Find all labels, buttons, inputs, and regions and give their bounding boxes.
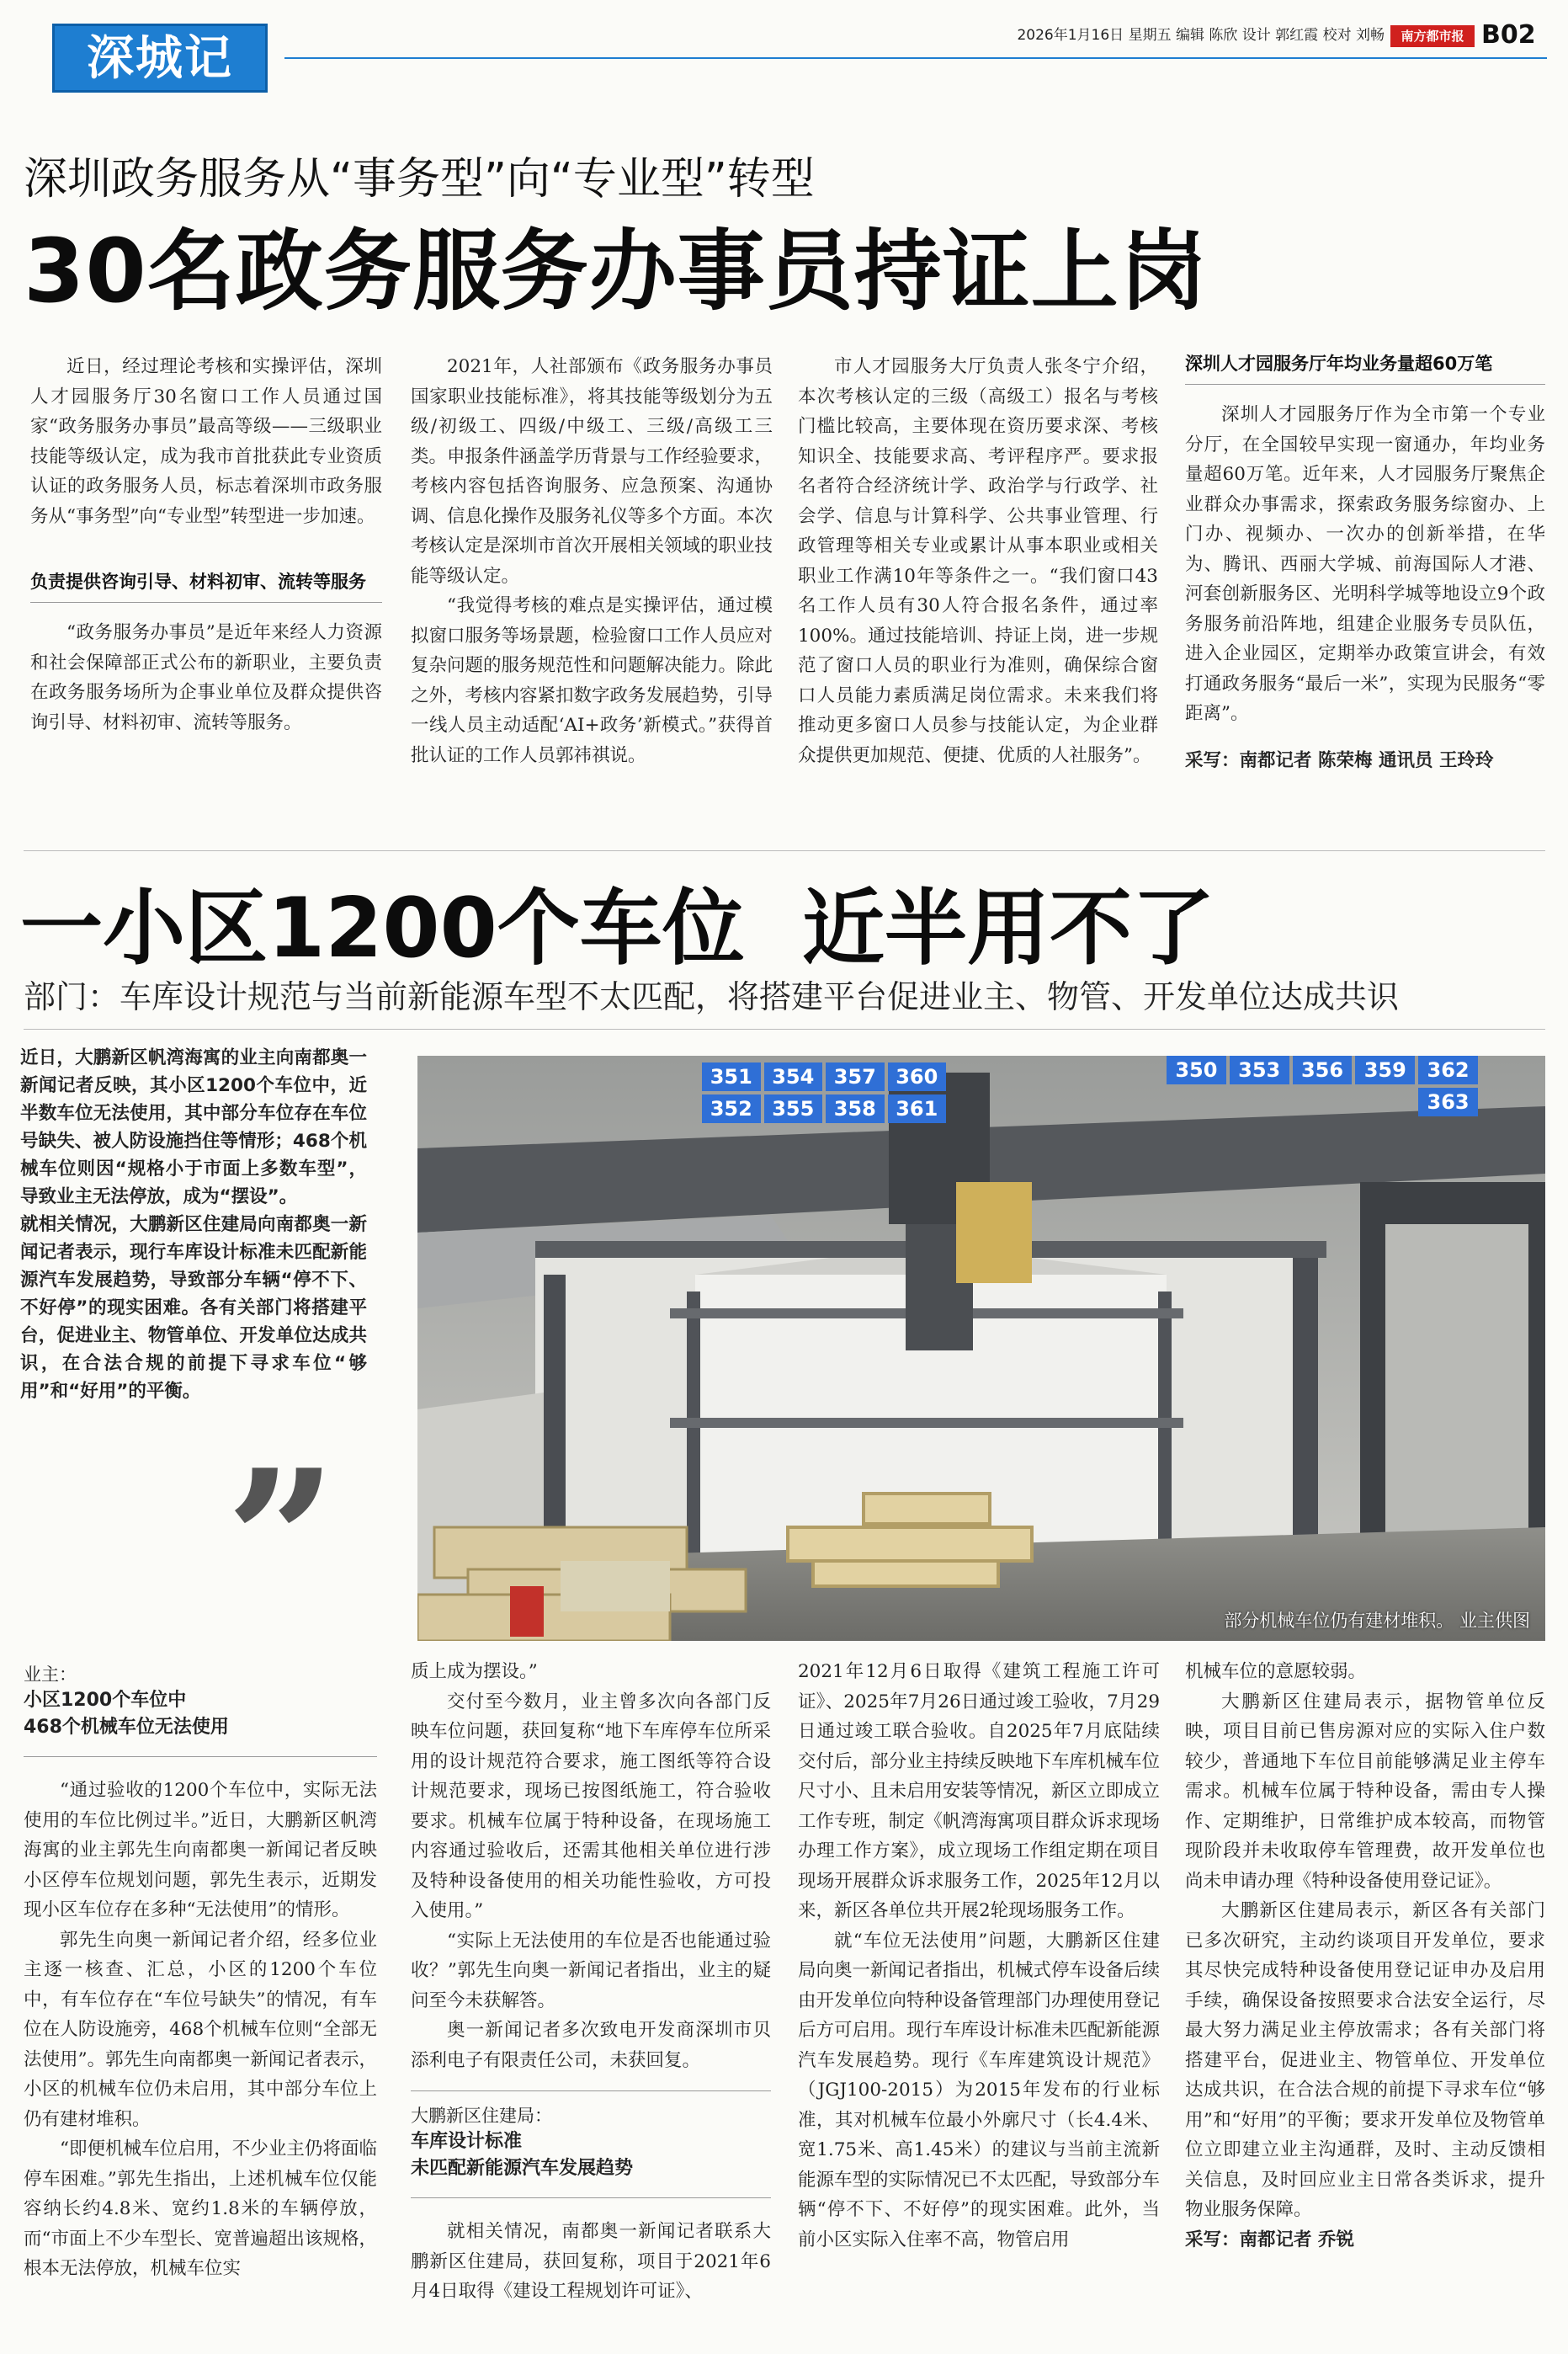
parking-plate: 362 bbox=[1418, 1056, 1478, 1084]
masthead-rule bbox=[284, 57, 1547, 59]
article1-col4-para-1: 深圳人才园服务厅作为全市第一个专业分厅，在全国较早实现一窗通办，年均业务量超60万笔。近年来，人才园服务厅聚焦企业群众办事需求，探索政务服务综窗办、上门办、视频办、一次办的创新举措，在华为、腾讯、西丽大学城、前海国际人才港、河套创新服务区、光明科学城等地设立9个政务服务前沿阵地，组建企业服务专员队伍，进入企业园区，定期举办政策宣讲会，有效打通政务服务“最后一米”，实现为民服务“零距离”。 bbox=[1185, 404, 1545, 724]
article1-col1-para-1: 近日，经过理论考核和实操评估，深圳人才园服务厅30名窗口工作人员通过国家“政务服务办事员”最高等级——三级职业技能等级认定，成为我市首批获此专业资质认证的政务服务人员，标志着深圳市政务服务从“事务型”向“专业型”转型进一步加速。 bbox=[30, 356, 382, 527]
article2-col2-label: 大鹏新区住建局： bbox=[411, 2106, 552, 2126]
article1-col2-para-1: 2021年，人社部颁布《政务服务办事员国家职业技能标准》，将其技能等级划分为五级/初级工、四级/中级工、三级/高级工三类。申报条件涵盖学历背景与工作经验要求，考核内容包括咨询服务、应急预案、沟通协调、信息化操作及服务礼仪等多个方面。本次考核认定是深圳市首次开展相关领域的职业技能等级认定。 bbox=[411, 356, 773, 587]
article2-col1-subhead-2: 468个机械车位无法使用 bbox=[24, 1717, 229, 1738]
parking-plate: 360 bbox=[888, 1062, 947, 1091]
article2-col2-subhead-2: 未匹配新能源汽车发展趋势 bbox=[411, 2158, 634, 2179]
paper-logo-text: 南方都市报 bbox=[1401, 29, 1464, 44]
article2-column-3 bbox=[798, 1657, 1160, 2255]
article1-col3-para-1: 市人才园服务大厅负责人张冬宁介绍，本次考核认定的三级（高级工）报名与考核门槛比较高，主要体现在资历要求深、考核知识全、技能要求高、考评程序严。要求报名者符合经济统计学、政治学与行政学、社会学、信息与计算科学、公共事业管理、行政管理等相关专业或累计从事本职业或相关职业工作满10年等条件之一。“我们窗口43名工作人员有30人符合报名条件，通过率100%。通过技能培训、持证上岗，进一步规范了窗口人员的职业行为准则，确保综合窗口人员能力素质满足岗位需求。未来我们将推动更多窗口人员参与技能认定，为企业群众提供更加规范、便捷、优质的人社服务”。 bbox=[798, 356, 1158, 766]
parking-plates-left bbox=[702, 1062, 946, 1123]
article2-col1-para-1: “通过验收的1200个车位中，实际无法使用的车位比例过半。”近日，大鹏新区帆湾海寓的业主郭先生向南都奥一新闻记者反映小区停车位规划问题，郭先生表示，近期发现小区车位存在多种“无法使用”的情形。 bbox=[24, 1780, 377, 1920]
article1-col4-subhead-rule bbox=[1185, 384, 1545, 385]
article2-col3-para-2: 就“车位无法使用”问题，大鹏新区住建局向奥一新闻记者指出，机械式停车设备后续由开发单位向特种设备管理部门办理使用登记后方可启用。现行车库设计标准未匹配新能源汽车发展趋势。现行《车库建筑设计规范》（JGJ100-2015）为2015年发布的行业标准，其对机械车位最小外廓尺寸（长4.4米、宽1.75米、高1.45米）的建议与当前主流新能源车型的实际情况已不太匹配，导致部分车辆“停不下、不好停”的现实困难。此外，当前小区实际入住率不高，物管启用 bbox=[798, 1930, 1161, 2250]
article2-col3-para-1: 2021年12月6日取得《建筑工程施工许可证》、2025年7月26日通过竣工验收，7月29日通过竣工联合验收。自2025年7月底陆续交付后，部分业主持续反映地下车库机械车位尺寸小、且未启用安装等情况，新区立即成立工作专班，制定《帆湾海寓项目群众诉求现场办理工作方案》，成立现场工作组定期在项目现场开展群众诉求服务工作，2025年12月以来，新区各单位共开展2轮现场服务工作。 bbox=[798, 1661, 1161, 1921]
parking-plate: 358 bbox=[826, 1094, 885, 1123]
article2-col1-para-3: “即便机械车位启用，不少业主仍将面临停车困难。”郭先生指出，上述机械车位仅能容纳长约4.8米、宽约1.8米的车辆停放，而“市面上不少车型长、宽普遍超出该规格，根本无法停放，机械车位实 bbox=[24, 2138, 377, 2279]
article1-column-1 bbox=[30, 352, 382, 738]
article2-col1-para-2: 郭先生向奥一新闻记者介绍，经多位业主逐一核查、汇总，小区的1200个车位中，有车位存在“车位号缺失”的情况，有车位在人防设施旁，468个机械车位则“全部无法使用”。郭先生向南都奥一新闻记者表示，小区的机械车位仍未启用，其中部分车位上仍有建材堆积。 bbox=[24, 1929, 377, 2130]
parking-plate: 357 bbox=[826, 1062, 885, 1091]
article2-col2-label-rule bbox=[411, 2090, 771, 2091]
parking-plate: 351 bbox=[702, 1062, 761, 1091]
parking-plate: 359 bbox=[1355, 1056, 1415, 1084]
article1-col1-subhead-rule bbox=[30, 602, 382, 603]
parking-plate: 354 bbox=[764, 1062, 823, 1091]
masthead-meta: 2026年1月16日 星期五 编辑 陈欣 设计 郭红霞 校对 刘畅 bbox=[1017, 27, 1385, 44]
article1-byline: 采写：南都记者 陈荣梅 通讯员 王玲玲 bbox=[1185, 749, 1494, 771]
article2-byline: 采写：南都记者 乔锐 bbox=[1185, 2229, 1354, 2250]
article1-col2-para-2: “我觉得考核的难点是实操评估，通过模拟窗口服务等场景题，检验窗口工作人员应对复杂问题的服务规范性和问题解决能力。除此之外，考核内容紧扣数字政务发展趋势，引导一线人员主动适配‘AI+政务’新模式。”获得首批认证的工作人员郭祎祺说。 bbox=[411, 595, 773, 766]
article2-deck-rule bbox=[24, 1029, 1545, 1030]
article2-column-4 bbox=[1185, 1657, 1545, 2255]
article2-lead-para-1: 近日，大鹏新区帆湾海寓的业主向南都奥一新闻记者反映，其小区1200个车位中，近半数车位无法使用，其中部分车位存在车位号缺失、被人防设施挡住等情形；468个机械车位则因“规格小于市面上多数车型”，导致业主无法停放，成为“摆设”。 bbox=[20, 1047, 367, 1207]
article2-col2-para-4: 就相关情况，南都奥一新闻记者联系大鹏新区住建局，获回复称，项目于2021年6月4日取得《建设工程规划许可证》、 bbox=[411, 2221, 771, 2302]
parking-photo bbox=[417, 1056, 1545, 1641]
photo-caption: 部分机械车位仍有建材堆积。 业主供图 bbox=[1224, 1611, 1530, 1631]
parking-plate: 356 bbox=[1293, 1056, 1353, 1084]
article2-column-1 bbox=[24, 1662, 377, 2284]
paper-logo bbox=[1390, 25, 1475, 47]
section-title: 深城记 bbox=[87, 31, 233, 86]
article2-lead-para-2: 就相关情况，大鹏新区住建局向南都奥一新闻记者表示，现行车库设计标准未匹配新能源汽车发展趋势，导致部分车辆“停不下、不好停”的现实困难。各有关部门将搭建平台，促进业主、物管单位、开发单位达成共识，在合法合规的前提下寻求车位“够用”和“好用”的平衡。 bbox=[20, 1214, 367, 1402]
article2-col1-subhead-rule bbox=[24, 1756, 377, 1757]
article2-col2-para-2: “实际上无法使用的车位是否也能通过验收？”郭先生向奥一新闻记者指出，业主的疑问至今未获解答。 bbox=[411, 1930, 771, 2011]
article-divider bbox=[24, 850, 1545, 851]
article2-deck: 部门：车库设计规范与当前新能源车型不太匹配，将搭建平台促进业主、物管、开发单位达成共识 bbox=[24, 978, 1400, 1015]
parking-plates-right bbox=[1167, 1056, 1478, 1116]
article1-kicker: 深圳政务服务从“事务型”向“专业型”转型 bbox=[24, 154, 815, 205]
parking-plate: 361 bbox=[888, 1094, 947, 1123]
page-number: B02 bbox=[1481, 20, 1536, 50]
parking-plate: 353 bbox=[1230, 1056, 1289, 1084]
article1-column-3 bbox=[798, 352, 1158, 770]
article2-column-2 bbox=[411, 1657, 771, 2307]
parking-plate: 350 bbox=[1167, 1056, 1226, 1084]
article1-column-2 bbox=[411, 352, 773, 770]
article1-col1-subhead: 负责提供咨询引导、材料初审、流转等服务 bbox=[30, 572, 366, 592]
article2-col4-para-2: 大鹏新区住建局表示，新区各有关部门已多次研究，主动约谈项目开发单位，要求其尽快完成特种设备使用登记证申办及启用手续，确保设备按照要求合法安全运行，尽最大努力满足业主停放需求；各有关部门将搭建平台，促进业主、物管单位、开发单位达成共识，在合法合规的前提下寻求车位“够用”和“好用”的平衡；要求开发单位及物管单位立即建立业主沟通群，及时、主动反馈相关信息，及时回应业主日常各类诉求，提升物业服务保障。 bbox=[1185, 1900, 1545, 2220]
parking-plate: 355 bbox=[764, 1094, 823, 1123]
parking-plate: 363 bbox=[1418, 1088, 1478, 1116]
article2-headline: 一小区1200个车位 近半用不了 bbox=[20, 881, 1215, 977]
article2-col4-para-1: 大鹏新区住建局表示，据物管单位反映，项目目前已售房源对应的实际入住户数较少，普通地下车位目前能够满足业主停车需求。机械车位属于特种设备，需由专人操作、定期维护，日常维护成本较高，而物管现阶段并未收取停车管理费，故开发单位也尚未申请办理《特种设备使用登记证》。 bbox=[1185, 1691, 1545, 1892]
article2-col2-subhead-rule bbox=[411, 2197, 771, 2198]
article1-col1-para-2: “政务服务办事员”是近年来经人力资源和社会保障部正式公布的新职业，主要负责在政务服务场所为企事业单位及群众提供咨询引导、材料初审、流转等服务。 bbox=[30, 622, 382, 733]
parking-plate: 352 bbox=[702, 1094, 761, 1123]
article1-col4-subhead: 深圳人才园服务厅年均业务量超60万笔 bbox=[1185, 354, 1493, 374]
article1-column-4 bbox=[1185, 352, 1545, 775]
parking-garage-illustration bbox=[417, 1056, 1545, 1641]
article2-col2-para-3: 奥一新闻记者多次致电开发商深圳市贝添利电子有限责任公司，未获回复。 bbox=[411, 2020, 771, 2071]
article2-lead bbox=[20, 1044, 367, 1405]
article2-col2-subhead-1: 车库设计标准 bbox=[411, 2131, 523, 2152]
article1-headline: 30名政务服务办事员持证上岗 bbox=[24, 220, 1208, 322]
section-badge bbox=[52, 24, 268, 93]
article2-col1-label: 业主： bbox=[24, 1664, 77, 1685]
quote-mark-icon: ” bbox=[226, 1428, 338, 1655]
article2-col2-para-0: 质上成为摆设。” bbox=[411, 1661, 538, 1682]
article2-col2-para-1: 交付至今数月，业主曾多次向各部门反映车位问题，获回复称“地下车库停车位所采用的设计规范符合要求，施工图纸等符合设计规范要求，现场已按图纸施工，符合验收要求。机械车位属于特种设备，在现场施工内容通过验收后，还需其他相关单位进行涉及特种设备使用的相关功能性验收，方可投入使用。” bbox=[411, 1691, 771, 1921]
article2-col1-subhead-1: 小区1200个车位中 bbox=[24, 1690, 187, 1711]
article2-col4-para-0: 机械车位的意愿较弱。 bbox=[1185, 1661, 1367, 1682]
